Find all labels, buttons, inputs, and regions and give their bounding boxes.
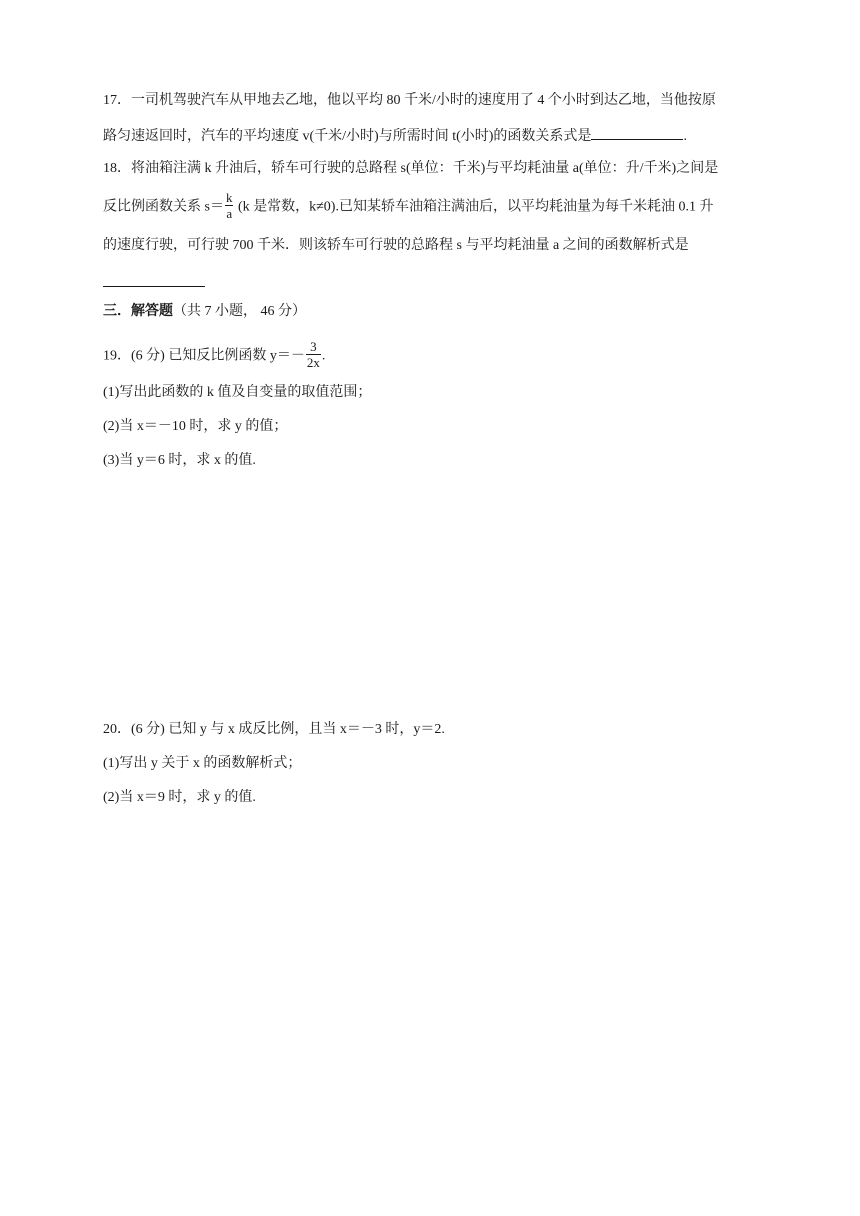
q20-part-2: (2)当 x＝9 时，求 y 的值. bbox=[103, 790, 256, 805]
q17-line-2-text: 路匀速返回时，汽车的平均速度 v(千米/小时)与所需时间 t(小时)的函数关系式是 bbox=[103, 129, 592, 144]
q20-part-1: (1)写出 y 关于 x 的函数解析式； bbox=[103, 756, 302, 771]
q18-line-2-post: (k 是常数，k≠0).已知某轿车油箱注满油后，以平均耗油量为每千米耗油 0.1 升 bbox=[234, 199, 714, 215]
q17-line-2 bbox=[103, 125, 687, 147]
q20-stem: 20．(6 分) 已知 y 与 x 成反比例，且当 x＝－3 时，y＝2. bbox=[103, 722, 445, 737]
q17-line-1: 17．一司机驾驶汽车从甲地去乙地，他以平均 80 千米/小时的速度用了 4 个小时到达乙地，当他按原 bbox=[103, 93, 716, 108]
q17-answer-blank bbox=[591, 125, 683, 140]
q17-line-2-end: . bbox=[683, 129, 687, 144]
q19-frac-numerator: 3 bbox=[306, 339, 321, 355]
section-info: （共 7 小题， 46 分） bbox=[173, 304, 306, 319]
q18-line-3: 的速度行驶，可行驶 700 千米．则该轿车可行驶的总路程 s 与平均耗油量 a 之间的函数解析式是 bbox=[103, 238, 689, 253]
q18-answer-line bbox=[103, 272, 205, 294]
q18-answer-blank bbox=[103, 272, 205, 287]
q18-line-1: 18．将油箱注满 k 升油后，轿车可行驶的总路程 s(单位：千米)与平均耗油量 a(单位：升/千米)之间是 bbox=[103, 161, 719, 176]
q19-stem-pre: 19．(6 分) 已知反比例函数 y＝－ bbox=[103, 348, 305, 364]
q19-part-2: (2)当 x＝－10 时，求 y 的值； bbox=[103, 419, 288, 434]
q19-frac-denominator: 2x bbox=[306, 355, 320, 370]
q19-part-1: (1)写出此函数的 k 值及自变量的取值范围； bbox=[103, 385, 372, 400]
q19-stem-post: . bbox=[321, 348, 326, 364]
q18-line-2-pre: 反比例函数关系 s＝ bbox=[103, 199, 224, 215]
q18-frac-denominator: a bbox=[226, 206, 233, 221]
q19-part-3: (3)当 y＝6 时，求 x 的值. bbox=[103, 453, 256, 468]
section-heading bbox=[103, 302, 306, 322]
q18-fraction bbox=[225, 190, 234, 221]
section-title: 三．解答题 bbox=[103, 304, 173, 319]
q18-line-2 bbox=[103, 192, 713, 223]
q18-frac-numerator: k bbox=[225, 190, 233, 205]
q19-stem bbox=[103, 341, 325, 372]
q19-fraction bbox=[306, 339, 321, 370]
